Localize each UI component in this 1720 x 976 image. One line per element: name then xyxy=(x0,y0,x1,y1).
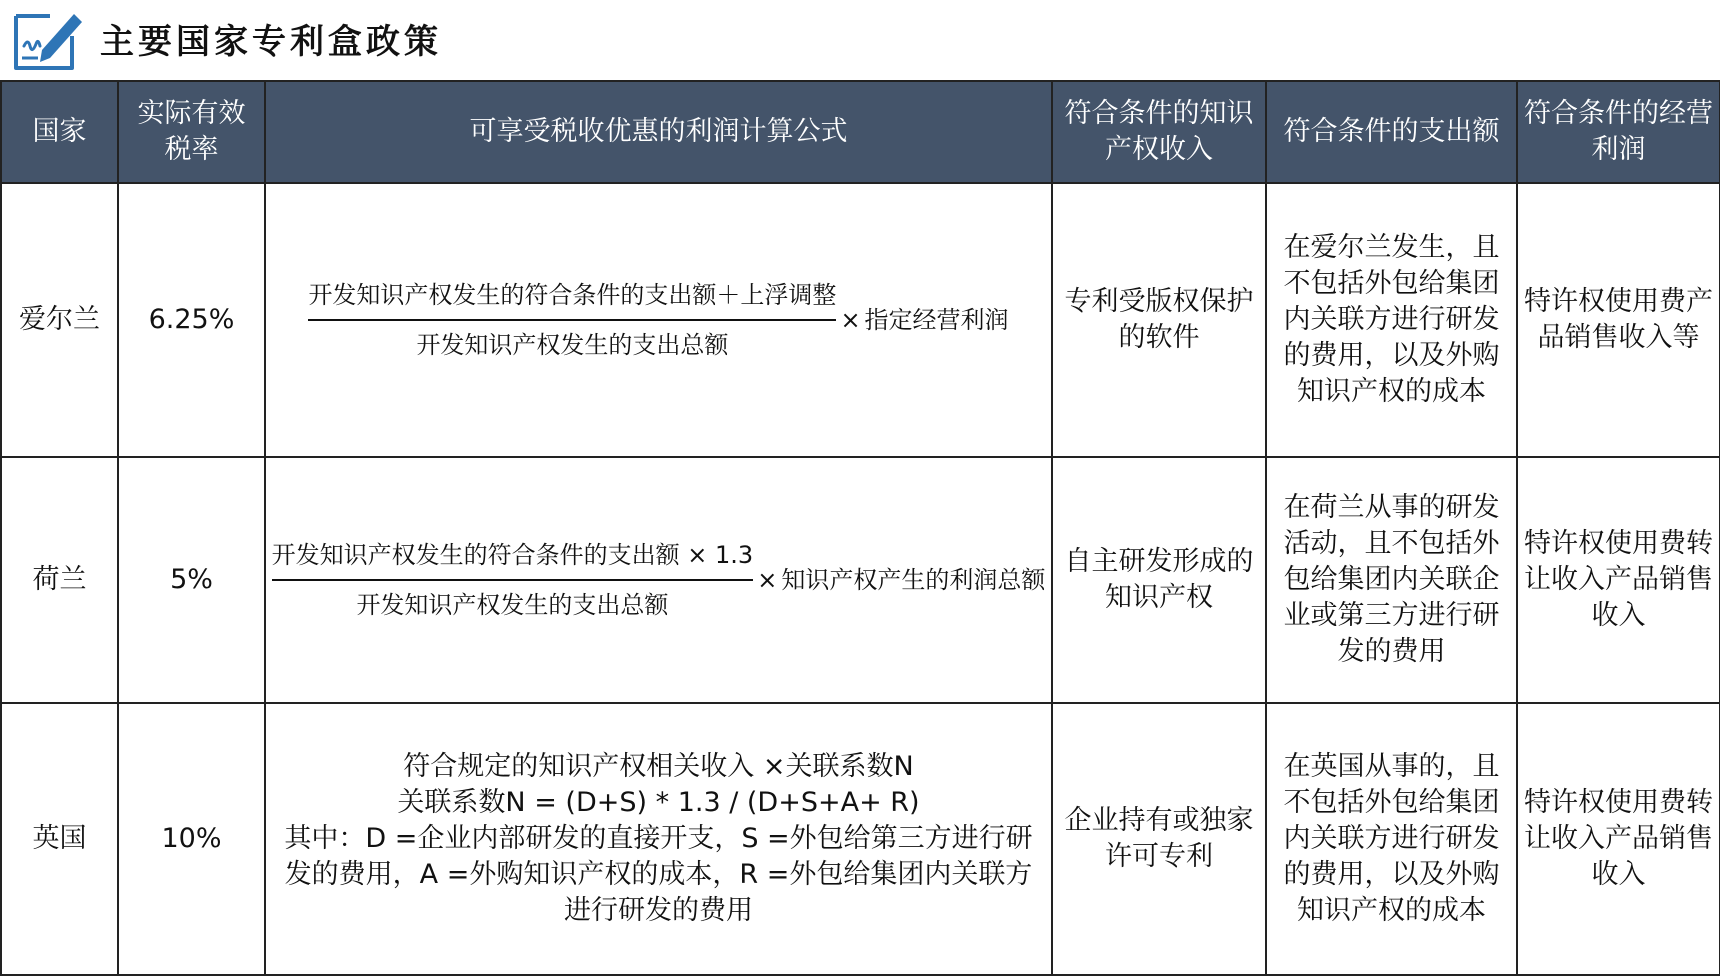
column-header-country: 国家 xyxy=(1,81,118,183)
ip-income-cell: 自主研发形成的知识产权 xyxy=(1052,457,1266,703)
formula-multiplier: 指定经营利润 xyxy=(864,306,1009,334)
column-header-formula: 可享受税收优惠的利润计算公式 xyxy=(265,81,1052,183)
country-cell: 爱尔兰 xyxy=(1,183,118,457)
fraction xyxy=(308,277,836,363)
table-header-row xyxy=(1,81,1720,183)
ip-income-cell: 企业持有或独家许可专利 xyxy=(1052,703,1266,975)
pencil-note-icon xyxy=(12,6,84,72)
country-cell: 英国 xyxy=(1,703,118,975)
formula-line: 符合规定的知识产权相关收入 ×关联系数N xyxy=(403,751,914,782)
column-header-ip-income: 符合条件的知识产权收入 xyxy=(1052,81,1266,183)
table-row xyxy=(1,703,1720,975)
rate-cell: 5% xyxy=(118,457,265,703)
times-sign: × xyxy=(757,566,778,594)
formula-cell xyxy=(265,457,1052,703)
formula xyxy=(272,537,1045,623)
ip-income-cell: 专利受版权保护的软件 xyxy=(1052,183,1266,457)
expenditure-cell: 在爱尔兰发生，且不包括外包给集团内关联方进行研发的费用，以及外购知识产权的成本 xyxy=(1266,183,1517,457)
fraction-numerator: 开发知识产权发生的符合条件的支出额 × 1.3 xyxy=(272,537,754,581)
fraction-denominator: 开发知识产权发生的支出总额 xyxy=(416,331,729,359)
profit-cell: 特许权使用费转让收入产品销售收入 xyxy=(1517,457,1720,703)
patent-box-table xyxy=(0,80,1720,976)
column-header-rate: 实际有效税率 xyxy=(118,81,265,183)
table-row xyxy=(1,183,1720,457)
profit-cell: 特许权使用费产品销售收入等 xyxy=(1517,183,1720,457)
times-sign: × xyxy=(840,306,861,334)
formula-cell xyxy=(265,703,1052,975)
fraction-numerator: 开发知识产权发生的符合条件的支出额＋上浮调整 xyxy=(308,277,836,321)
country-cell: 荷兰 xyxy=(1,457,118,703)
fraction xyxy=(272,537,754,623)
page-title: 主要国家专利盒政策 xyxy=(100,22,442,62)
column-header-expenditure: 符合条件的支出额 xyxy=(1266,81,1517,183)
table-row xyxy=(1,457,1720,703)
column-header-profit: 符合条件的经营利润 xyxy=(1517,81,1720,183)
rate-cell: 6.25% xyxy=(118,183,265,457)
page-header xyxy=(0,0,1720,78)
formula xyxy=(272,277,1045,363)
rate-cell: 10% xyxy=(118,703,265,975)
profit-cell: 特许权使用费转让收入产品销售收入 xyxy=(1517,703,1720,975)
expenditure-cell: 在荷兰从事的研发活动，且不包括外包给集团内关联企业或第三方进行研发的费用 xyxy=(1266,457,1517,703)
fraction-denominator: 开发知识产权发生的支出总额 xyxy=(356,591,669,619)
formula-cell xyxy=(265,183,1052,457)
formula-line: 关联系数N = (D+S) * 1.3 / (D+S+A+ R) xyxy=(397,787,920,818)
expenditure-cell: 在英国从事的，且不包括外包给集团内关联方进行研发的费用，以及外购知识产权的成本 xyxy=(1266,703,1517,975)
formula-note: 其中：D =企业内部研发的直接开支，S =外包给第三方进行研发的费用，A =外购知识产权的成本，R =外包给集团内关联方进行研发的费用 xyxy=(284,823,1033,926)
formula-multiplier: 知识产权产生的利润总额 xyxy=(781,566,1046,594)
